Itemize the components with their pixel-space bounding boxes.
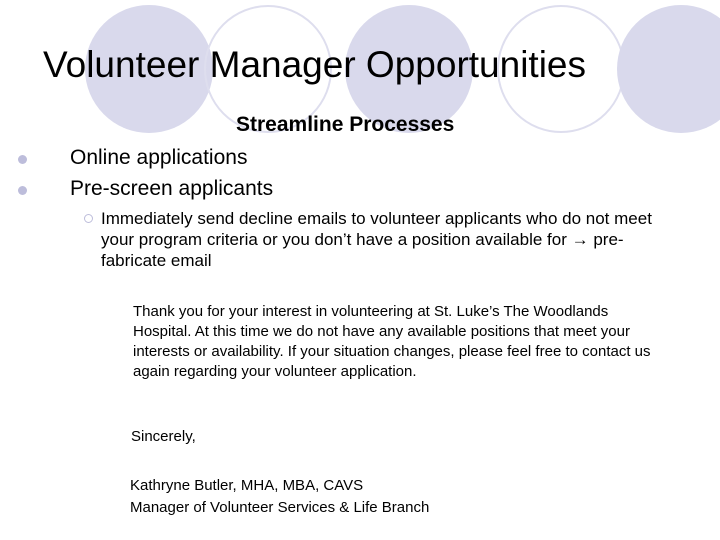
bullet-text: Pre-screen applicants (70, 177, 274, 200)
bullet-dot-icon (18, 186, 27, 195)
bullet-dot-icon (18, 155, 27, 164)
slide-title: Volunteer Manager Opportunities (43, 44, 587, 85)
sub-bullet-tail: pre-fabricate email (101, 230, 624, 270)
sub-bullet-item (84, 208, 669, 271)
sub-bullet-text (101, 208, 669, 271)
sub-bullet-lead: Immediately send decline emails to volunteer applicants who do not meet your program criteria or you don’t have a position available for (101, 209, 652, 249)
bullet-text: Online applications (70, 146, 248, 169)
sub-bullet-ring-icon (84, 214, 93, 223)
signature-title: Manager of Volunteer Services & Life Branch (130, 499, 430, 516)
section-subheading: Streamline Processes (236, 113, 455, 136)
letter-closing: Sincerely, (131, 428, 196, 445)
decline-email-body: Thank you for your interest in volunteering at St. Luke’s The Woodlands Hospital. At this time we do not have any available positions that meet your interests or availability. If your situation changes, please feel free to contact us again regarding your volunteer application. (133, 303, 651, 380)
decorative-circle-filled (617, 5, 720, 133)
signature-name: Kathryne Butler, MHA, MBA, CAVS (130, 477, 364, 494)
right-arrow-icon: → (571, 230, 589, 249)
